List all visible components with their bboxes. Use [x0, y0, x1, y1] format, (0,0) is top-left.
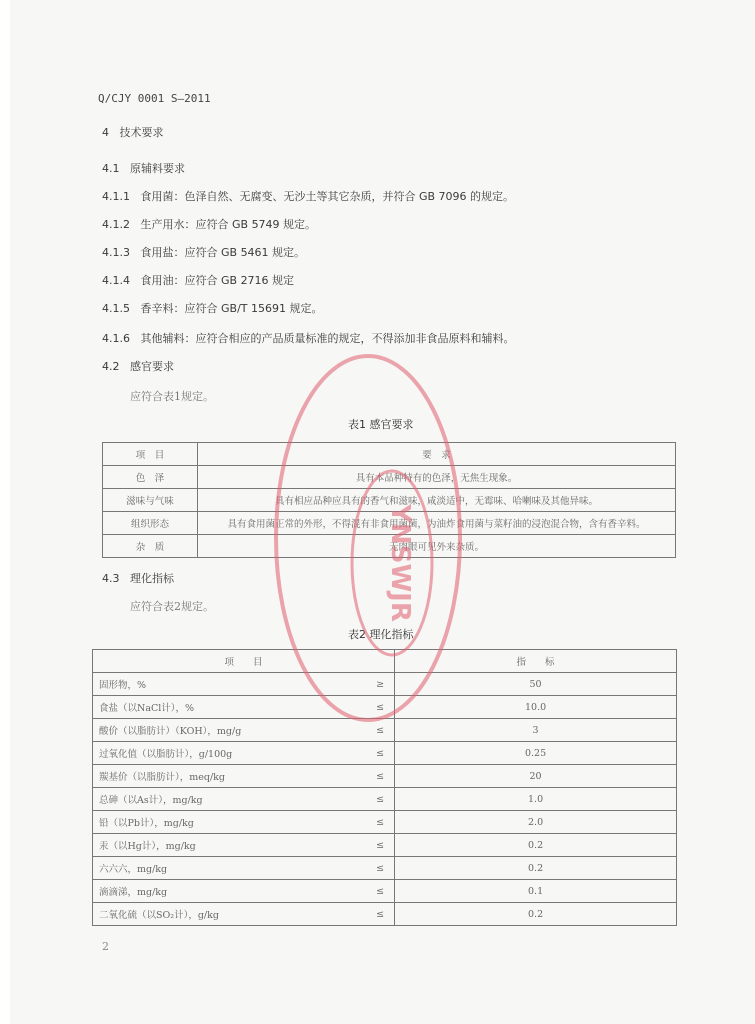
requirement-cell: 具有相应品种应具有的香气和滋味，咸淡适中，无霉味、哈喇味及其他异味。: [198, 489, 676, 512]
section-title: 理化指标: [130, 572, 174, 585]
clause-text: 食用油：应符合 GB 2716 规定: [140, 274, 295, 287]
paragraph-4-2: 应符合表1规定。: [130, 390, 214, 403]
clause-4-1-3: [102, 244, 305, 260]
operator-cell: ≤: [374, 742, 394, 765]
table-row: [93, 811, 677, 834]
section-number: 4.3: [102, 572, 120, 585]
value-cell: 3: [395, 719, 677, 742]
item-cell: 六六六，mg/kg: [93, 857, 375, 880]
item-cell: 食盐（以NaCl计），%: [93, 696, 375, 719]
paragraph-4-3: 应符合表2规定。: [130, 600, 214, 613]
header-cell: 指 标: [395, 650, 677, 673]
clause-4-1-6: [102, 330, 515, 346]
table-row: [93, 742, 677, 765]
section-4-heading: [102, 124, 164, 140]
clause-text: 其他辅料：应符合相应的产品质量标准的规定，不得添加非食品原料和辅料。: [140, 332, 515, 345]
value-cell: 0.1: [395, 880, 677, 903]
table-row: [93, 903, 677, 926]
operator-cell: ≥: [374, 673, 394, 696]
section-4-3-heading: [102, 570, 174, 586]
clause-4-1-4: [102, 272, 294, 288]
section-4-2-heading: [102, 358, 174, 374]
item-cell: 过氧化值（以脂肪计），g/100g: [93, 742, 375, 765]
clause-text: 食用盐：应符合 GB 5461 规定。: [140, 246, 306, 259]
clause-number: 4.1.5: [102, 302, 130, 315]
item-cell: 羰基价（以脂肪计），meq/kg: [93, 765, 375, 788]
requirement-cell: 无肉眼可见外来杂质。: [198, 535, 676, 558]
item-cell: 杂 质: [103, 535, 198, 558]
table-row: [93, 857, 677, 880]
item-cell: 铅（以Pb计），mg/kg: [93, 811, 375, 834]
item-cell: 滋味与气味: [103, 489, 198, 512]
clause-4-1-1: [102, 188, 514, 204]
table1-caption: 表1 感官要求: [348, 418, 414, 431]
table-row: [103, 489, 676, 512]
requirement-cell: 具有食用菌正常的外形，不得混有非食用菌菌，为油炸食用菌与菜籽油的浸泡混合物，含有香辛料。: [198, 512, 676, 535]
table-row: [103, 535, 676, 558]
value-cell: 1.0: [395, 788, 677, 811]
table-row: [93, 765, 677, 788]
clause-4-1-2: [102, 216, 316, 232]
item-cell: 总砷（以As计），mg/kg: [93, 788, 375, 811]
item-cell: 组织形态: [103, 512, 198, 535]
table-row: [93, 719, 677, 742]
clause-text: 生产用水：应符合 GB 5749 规定。: [140, 218, 317, 231]
table-header-row: [103, 443, 676, 466]
document-page: [10, 0, 755, 1024]
value-cell: 0.2: [395, 857, 677, 880]
operator-cell: ≤: [374, 903, 394, 926]
value-cell: 20: [395, 765, 677, 788]
section-4-1-heading: [102, 160, 185, 176]
operator-cell: ≤: [374, 788, 394, 811]
value-cell: 50: [395, 673, 677, 696]
header-cell: 要 求: [198, 443, 676, 466]
section-title: 感官要求: [130, 360, 174, 373]
table-header-row: [93, 650, 677, 673]
clause-text: 食用菌：色泽自然、无腐变、无沙土等其它杂质，并符合 GB 7096 的规定。: [140, 190, 515, 203]
item-cell: 固形物，%: [93, 673, 375, 696]
physicochemical-indicators-table: [92, 649, 677, 926]
operator-cell: ≤: [374, 857, 394, 880]
value-cell: 2.0: [395, 811, 677, 834]
table-row: [103, 466, 676, 489]
item-cell: 色 泽: [103, 466, 198, 489]
operator-cell: ≤: [374, 765, 394, 788]
operator-cell: ≤: [374, 834, 394, 857]
table2-caption: 表2 理化指标: [348, 628, 414, 641]
section-title: 原辅料要求: [130, 162, 185, 175]
seal-text: YNSWJR: [385, 504, 415, 622]
value-cell: 0.2: [395, 834, 677, 857]
section-number: 4: [102, 126, 109, 139]
section-title: 技术要求: [119, 126, 164, 139]
operator-cell: ≤: [374, 811, 394, 834]
header-cell: 项 目: [93, 650, 395, 673]
operator-cell: ≤: [374, 880, 394, 903]
table-row: [93, 880, 677, 903]
document-id: Q/CJY 0001 S—2011: [98, 92, 211, 105]
clause-number: 4.1.4: [102, 274, 130, 287]
clause-number: 4.1.1: [102, 190, 130, 203]
table-row: [103, 512, 676, 535]
table-row: [93, 673, 677, 696]
table-row: [93, 834, 677, 857]
table-row: [93, 788, 677, 811]
clause-text: 香辛料：应符合 GB/T 15691 规定。: [140, 302, 323, 315]
section-number: 4.2: [102, 360, 120, 373]
header-cell: 项 目: [103, 443, 198, 466]
requirement-cell: 具有本品种特有的色泽，无焦生现象。: [198, 466, 676, 489]
page-number: 2: [102, 940, 109, 953]
sensory-requirements-table: [102, 442, 676, 558]
item-cell: 二氧化硫（以SO₂计），g/kg: [93, 903, 375, 926]
table-row: [93, 696, 677, 719]
section-number: 4.1: [102, 162, 120, 175]
clause-number: 4.1.6: [102, 332, 130, 345]
clause-4-1-5: [102, 300, 322, 316]
item-cell: 汞（以Hg计），mg/kg: [93, 834, 375, 857]
clause-number: 4.1.3: [102, 246, 130, 259]
operator-cell: ≤: [374, 719, 394, 742]
value-cell: 10.0: [395, 696, 677, 719]
value-cell: 0.2: [395, 903, 677, 926]
operator-cell: ≤: [374, 696, 394, 719]
value-cell: 0.25: [395, 742, 677, 765]
clause-number: 4.1.2: [102, 218, 130, 231]
item-cell: 酸价（以脂肪计）（KOH），mg/g: [93, 719, 375, 742]
item-cell: 滴滴涕，mg/kg: [93, 880, 375, 903]
